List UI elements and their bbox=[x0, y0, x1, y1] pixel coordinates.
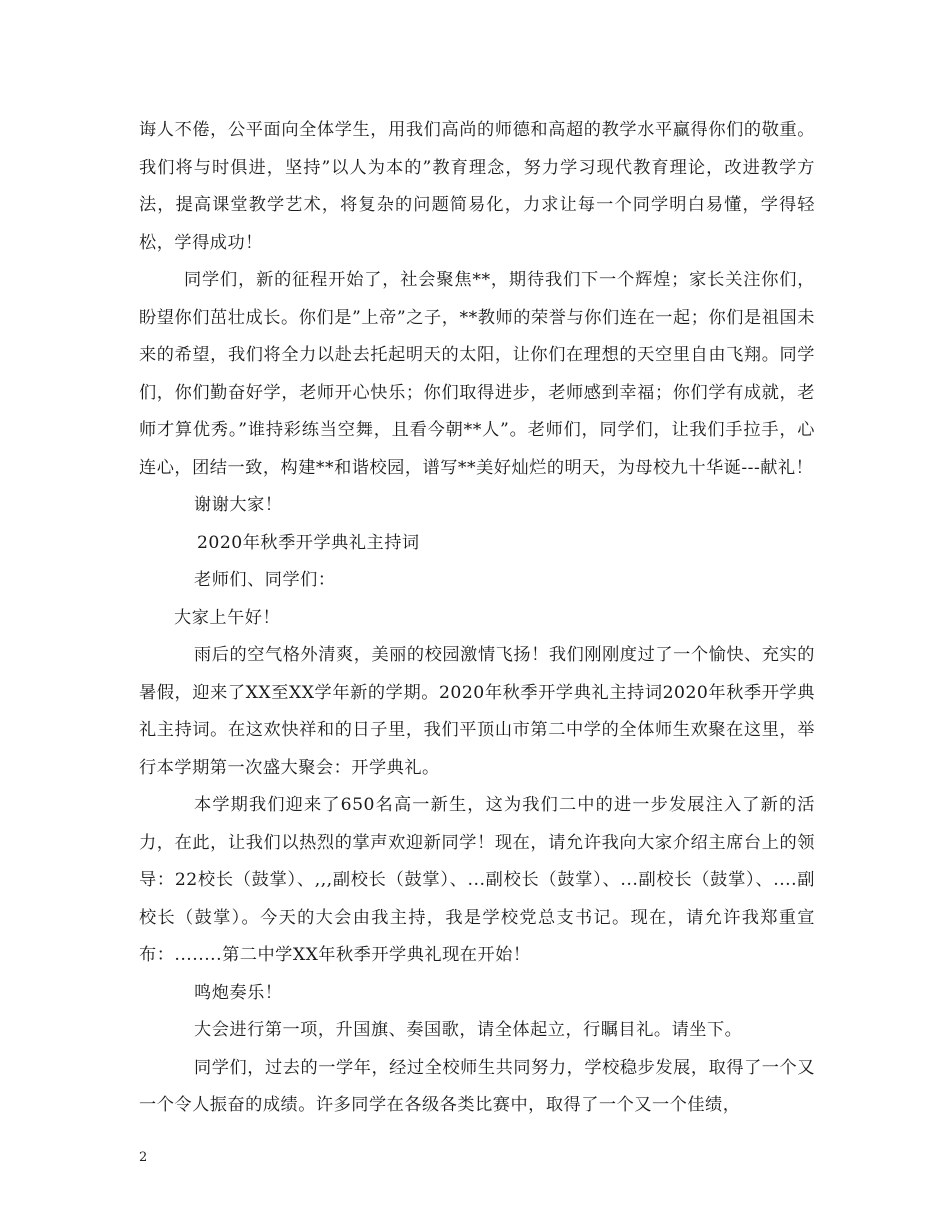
section-title: 2020年秋季开学典礼主持词 bbox=[197, 532, 420, 553]
paragraph-introductions: 本学期我们迎来了650名高一新生，这为我们二中的进一步发展注入了新的活力，在此，让我们以热烈的掌声欢迎新同学！现在，请允许我向大家介绍主席台上的领导：22校长（鼓掌）、,,,副校长（鼓掌）、...副校长（鼓掌）、...副校长（鼓掌）、....副校长（鼓掌）。今天的大会由我主持，我是学校党总支书记。现在，请允许我郑重宣布：........第二中学XX年秋季开学典礼现在开始！ bbox=[139, 795, 815, 965]
paragraph-greeting-audience: 老师们、同学们： bbox=[194, 570, 336, 590]
paragraph-opening-scene: 雨后的空气格外清爽，美丽的校园激情飞扬！我们刚刚度过了一个愉快、充实的暑假，迎来了XX至XX学年新的学期。2020年秋季开学典礼主持词2020年秋季开学典礼主持词。在这欢快祥和的日子里，我们平顶山市第二中学的全体师生欢聚在这里，举行本学期第一次盛大聚会：开学典礼。 bbox=[139, 645, 815, 778]
paragraph-teacher-pledge-continued: 诲人不倦，公平面向全体学生，用我们高尚的师德和高超的教学水平赢得你们的敬重。我们将与时俱进，坚持”以人为本的”教育理念，努力学习现代教育理论，改进教学方法，提高课堂教学艺术，将复杂的问题简易化，力求让每一个同学明白易懂，学得轻松，学得成功！ bbox=[139, 120, 815, 253]
paragraph-past-year: 同学们，过去的一学年，经过全校师生共同努力，学校稳步发展，取得了一个又一个令人振奋的成绩。许多同学在各级各类比赛中，取得了一个又一个佳绩， bbox=[139, 1057, 815, 1115]
paragraph-fireworks-music: 鸣炮奏乐！ bbox=[194, 982, 283, 1003]
paragraph-students-new-journey: 同学们，新的征程开始了，社会聚焦**，期待我们下一个辉煌；家长关注你们，盼望你们茁壮成长。你们是”上帝”之子，**教师的荣誉与你们连在一起；你们是祖国未来的希望，我们将全力以赴去托起明天的太阳，让你们在理想的天空里自由飞翔。同学们，你们勤奋好学，老师开心快乐；你们取得进步，老师感到幸福；你们学有成就，老师才算优秀。”谁持彩练当空舞，且看今朝**人”。老师们，同学们，让我们手拉手，心连心，团结一致，构建**和谐校园，谱写**美好灿烂的明天，为母校九十华诞---献礼！ bbox=[139, 270, 815, 478]
paragraph-flag-ceremony: 大会进行第一项，升国旗、奏国歌，请全体起立，行瞩目礼。请坐下。 bbox=[194, 1020, 743, 1040]
document-body bbox=[139, 112, 815, 1125]
paragraph-thanks: 谢谢大家！ bbox=[194, 495, 283, 515]
paragraph-good-morning: 大家上午好！ bbox=[174, 607, 281, 628]
page-number: 2 bbox=[139, 1150, 148, 1165]
